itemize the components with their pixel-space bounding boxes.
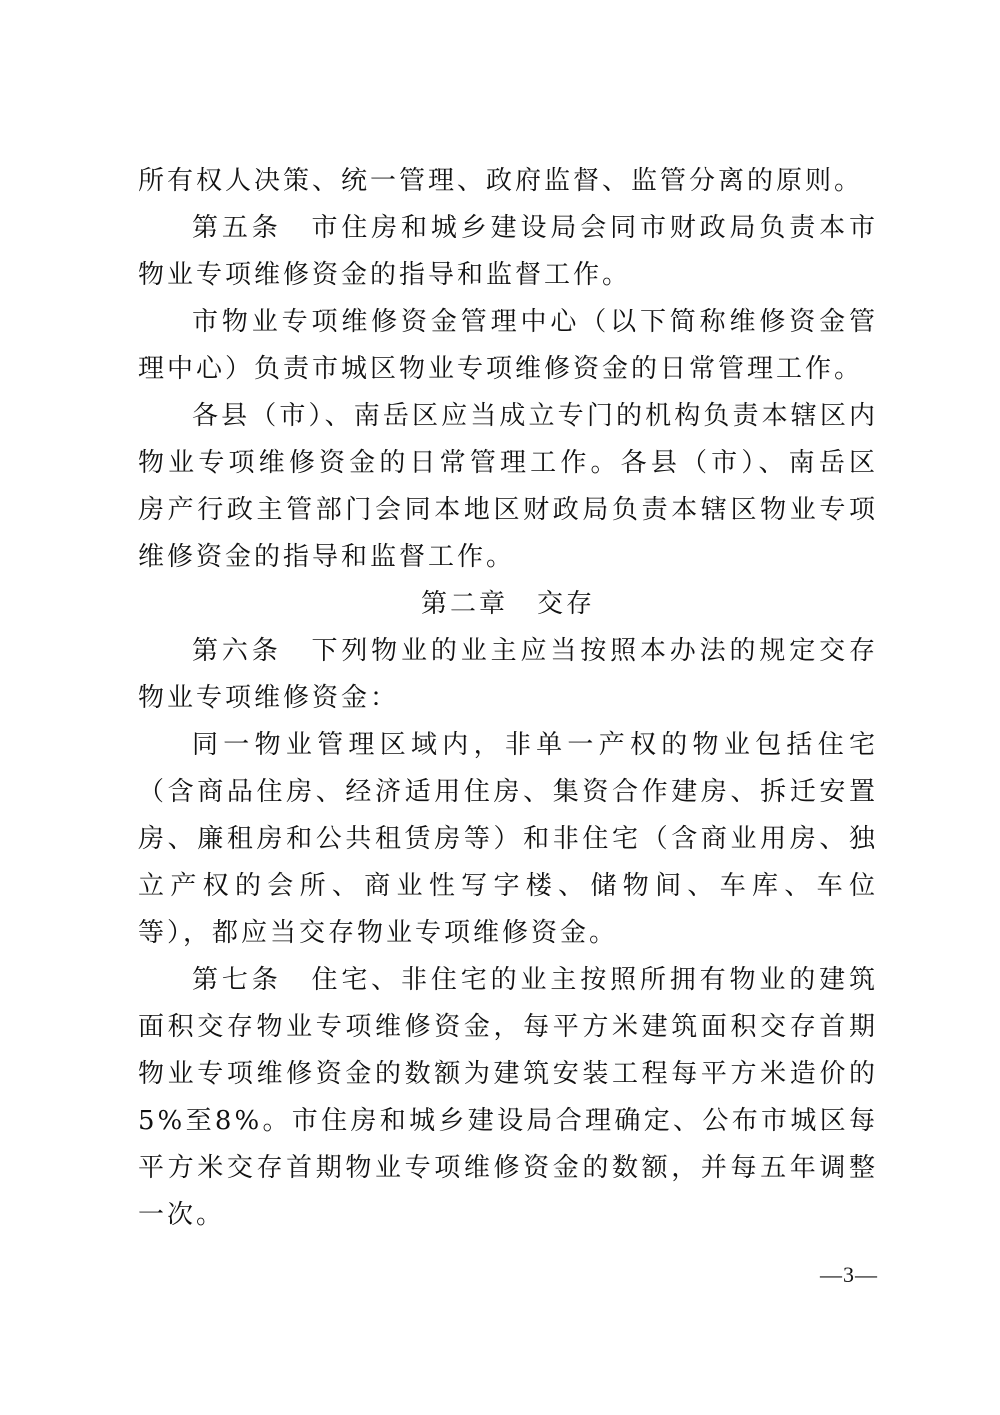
document-body xyxy=(138,158,878,1239)
chapter-title: 第二章 交存 xyxy=(420,589,595,619)
page-number: —3— xyxy=(820,1262,878,1287)
paragraph-4: 各县（市）、南岳区应当成立专门的机构负责本辖区内物业专项维修资金的日常管理工作。各县（市）、南岳区房产行政主管部门会同本地区财政局负责本辖区物业专项维修资金的指导和监督工作。 xyxy=(138,401,878,572)
paragraph-article-5: 第五条 市住房和城乡建设局会同市财政局负责本市物业专项维修资金的指导和监督工作。 xyxy=(138,213,878,290)
paragraph-article-6: 第六条 下列物业的业主应当按照本办法的规定交存物业专项维修资金： xyxy=(138,636,878,713)
paragraph-6: 同一物业管理区域内，非单一产权的物业包括住宅（含商品住房、经济适用住房、集资合作建房、拆迁安置房、廉租房和公共租赁房等）和非住宅（含商业用房、独立产权的会所、商业性写字楼、储物间、车库、车位等），都应当交存物业专项维修资金。 xyxy=(138,730,878,948)
paragraph-1: 所有权人决策、统一管理、政府监督、监管分离的原则。 xyxy=(138,166,864,196)
paragraph-3: 市物业专项维修资金管理中心（以下简称维修资金管理中心）负责市城区物业专项维修资金的日常管理工作。 xyxy=(138,307,878,384)
paragraph-article-7: 第七条 住宅、非住宅的业主按照所拥有物业的建筑面积交存物业专项维修资金，每平方米建筑面积交存首期物业专项维修资金的数额为建筑安装工程每平方米造价的5%至8%。市住房和城乡建设局合理确定、公布市城区每平方米交存首期物业专项维修资金的数额，并每五年调整一次。 xyxy=(138,965,878,1230)
